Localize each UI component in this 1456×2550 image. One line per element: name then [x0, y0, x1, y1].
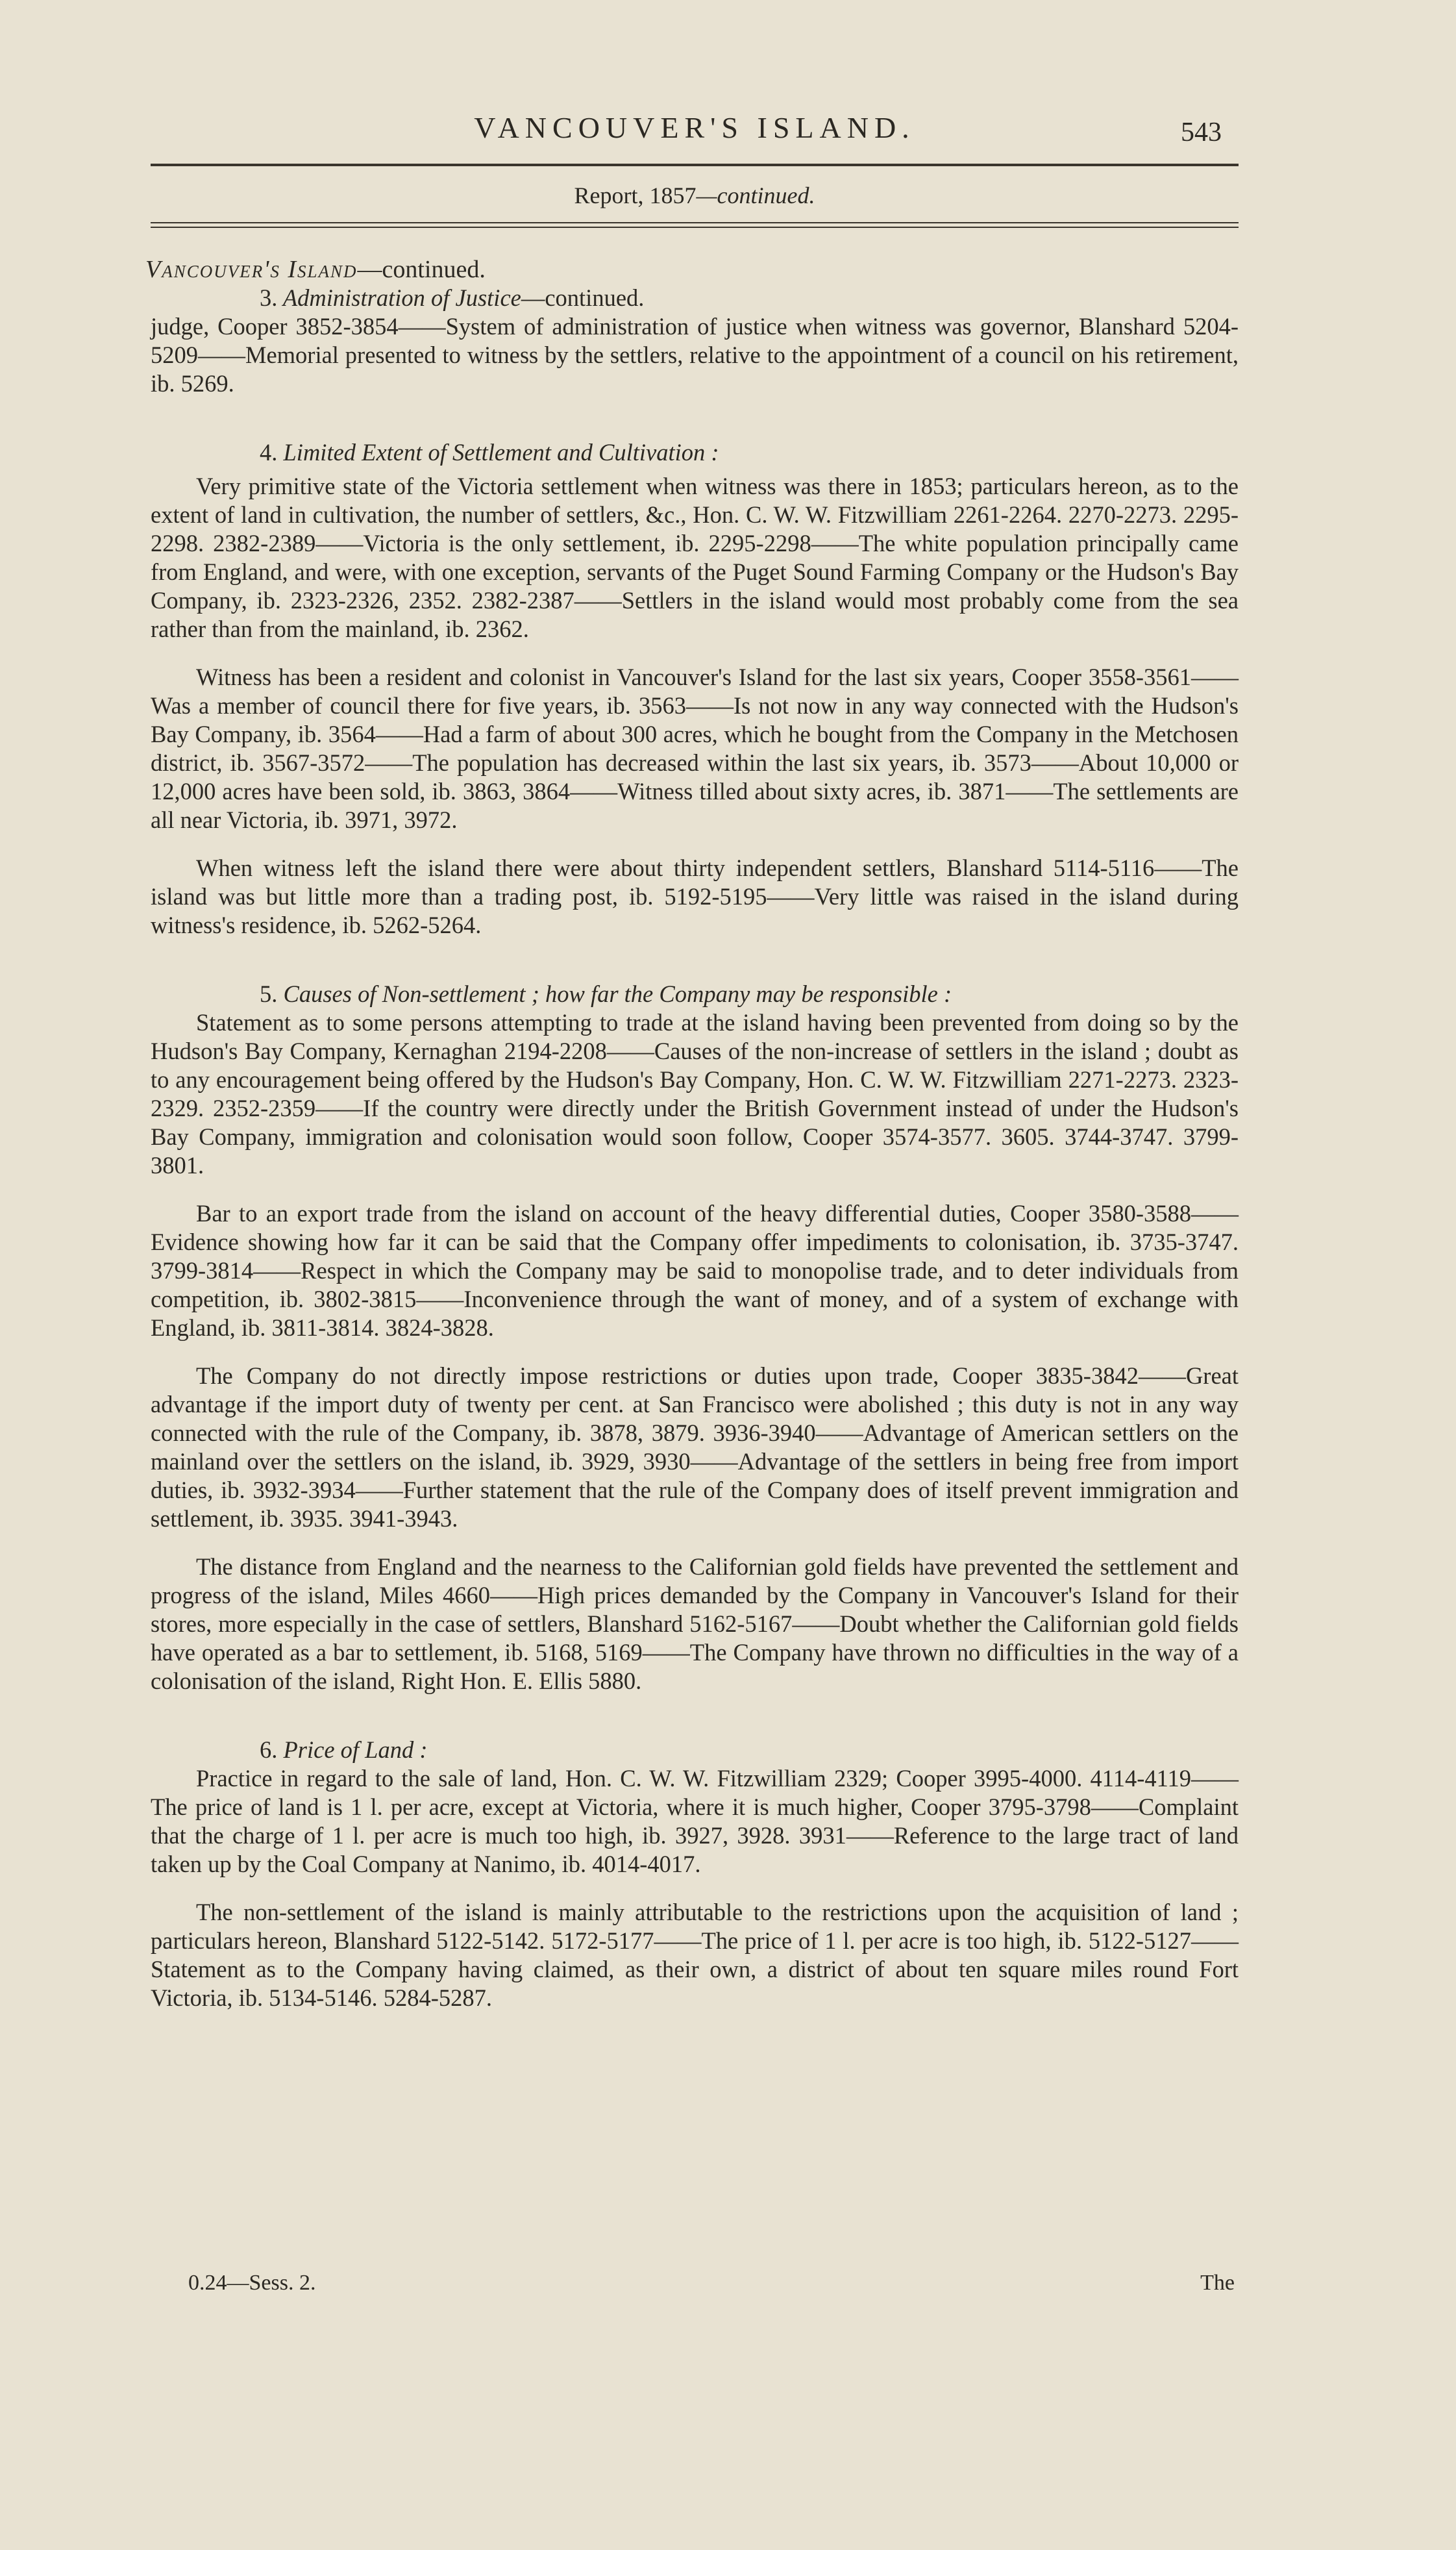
entry-paragraph: When witness left the island there were about thirty independent settlers, Blanshard 5114-5116——The island was but little more than a trading post, ib. 5192-5195——Very little was raised in the island during witness's residence, ib. 5262-5264. — [151, 855, 1239, 938]
index-body — [145, 250, 1239, 2012]
section-number: 3. — [260, 284, 278, 311]
section-heading-6 — [260, 1736, 1239, 1764]
entry-paragraph: The distance from England and the nearness to the Californian gold fields have prevented the settlement and progress of the island, Miles 4660——High prices demanded by the Company in Vancouver's Island for their stores, more especially in the case of settlers, Blanshard 5162-5167——Doubt whether the Californian gold fields have operated as a bar to settlement, ib. 5168, 5169——The Company have thrown no difficulties in the way of a colonisation of the island, Right Hon. E. Ellis 5880. — [151, 1553, 1239, 1694]
section-number: 4. — [260, 439, 278, 466]
page-footer — [188, 2271, 1235, 2303]
entry-paragraph: Statement as to some persons attempting to trade at the island having been prevented from doing so by the Hudson's Bay Company, Kernaghan 2194-2208——Causes of the non-increase of settlers in the island ; doubt as to any encouragement being offered by the Hudson's Bay Company, Hon. C. W. W. Fitzwilliam 2271-2273. 2323-2329. 2352-2359——If the country were directly under the British Government instead of under the Hudson's Bay Company, immigration and colonisation would soon follow, Cooper 3574-3577. 3605. 3744-3747. 3799-3801. — [151, 1009, 1239, 1179]
section-number: 5. — [260, 981, 278, 1007]
topic-continued: —continued. — [357, 256, 486, 283]
report-subheader — [151, 182, 1239, 221]
section-continued: —continued. — [521, 284, 645, 311]
section-title: Limited Extent of Settlement and Cultivation : — [283, 439, 719, 466]
topic-heading — [145, 255, 1239, 284]
entry-paragraph: The non-settlement of the island is mainly attributable to the restrictions upon the acquisition of land ; particulars hereon, Blanshard 5122-5142. 5172-5177——The price of 1 l. per acre is too high, ib. 5122-5127——Statement as to the Company having claimed, as their own, a district of about ten square miles round Fort Victoria, ib. 5134-5146. 5284-5287. — [151, 1899, 1239, 2011]
report-title: Report, 1857 — [574, 182, 697, 208]
section-title: Price of Land : — [283, 1736, 428, 1763]
topic-name: Vancouver's Island — [145, 256, 358, 283]
footer-sessional-mark: 0.24—Sess. 2. — [188, 2271, 316, 2295]
double-rule-divider — [151, 222, 1239, 228]
section-heading-4 — [260, 438, 1239, 467]
page-number: 543 — [1181, 118, 1222, 147]
running-title: VANCOUVER'S ISLAND. — [474, 111, 915, 144]
entry-paragraph: The Company do not directly impose restrictions or duties upon trade, Cooper 3835-3842——Great advantage if the import duty of twenty per cent. at San Francisco were abolished ; this duty is not in any way connected with the rule of the Company, ib. 3878, 3879. 3936-3940——Advantage of American settlers on the mainland over the settlers on the island, ib. 3929, 3930——Advantage of the settlers in being free from import duties, ib. 3932-3934——Further statement that the rule of the Company does of itself prevent immigration and settlement, ib. 3935. 3941-3943. — [151, 1362, 1239, 1532]
entry-paragraph: Bar to an export trade from the island on account of the heavy differential duties, Cooper 3580-3588——Evidence showing how far it can be said that the Company offer impediments to colonisation, ib. 3735-3747. 3799-3814——Respect in which the Company may be said to monopolise trade, and to deter individuals from competition, ib. 3802-3815——Inconvenience through the want of money, and of a system of exchange with England, ib. 3811-3814. 3824-3828. — [151, 1200, 1239, 1341]
section-number: 6. — [260, 1736, 278, 1763]
entry-paragraph: Very primitive state of the Victoria settlement when witness was there in 1853; particulars hereon, as to the extent of land in cultivation, the number of settlers, &c., Hon. C. W. W. Fitzwilliam 2261-2264. 2270-2273. 2295-2298. 2382-2389——Victoria is the only settlement, ib. 2295-2298——The white population principally came from England, and were, with one exception, servants of the Puget Sound Farming Company or the Hudson's Bay Company, ib. 2323-2326, 2352. 2382-2387——Settlers in the island would most probably come from the sea rather than from the mainland, ib. 2362. — [151, 473, 1239, 642]
section-title: Causes of Non-settlement ; how far the Company may be responsible : — [283, 981, 952, 1007]
report-continued: —continued. — [696, 182, 815, 208]
entry-paragraph: Practice in regard to the sale of land, Hon. C. W. W. Fitzwilliam 2329; Cooper 3995-4000. 4114-4119——The price of land is 1 l. per acre, except at Victoria, where it is much higher, Cooper 3795-3798——Complaint that the charge of 1 l. per acre is much too high, ib. 3927, 3928. 3931——Reference to the large tract of land taken up by the Coal Company at Nanimo, ib. 4014-4017. — [151, 1765, 1239, 1877]
page-header — [151, 110, 1239, 166]
footer-catchword: The — [1200, 2271, 1235, 2295]
section-heading-3 — [260, 284, 1239, 312]
entry-paragraph: Witness has been a resident and colonist in Vancouver's Island for the last six years, Cooper 3558-3561——Was a member of council there for five years, ib. 3563——Is not now in any way connected with the Hudson's Bay Company, ib. 3564——Had a farm of about 300 acres, which he bought from the Company in the Metchosen district, ib. 3567-3572——The population has decreased within the last six years, ib. 3573——About 10,000 or 12,000 acres have been sold, ib. 3863, 3864——Witness tilled about sixty acres, ib. 3871——The settlements are all near Victoria, ib. 3971, 3972. — [151, 664, 1239, 833]
section-heading-5 — [260, 980, 1239, 1008]
section-title: Administration of Justice — [282, 284, 521, 311]
entry-paragraph: judge, Cooper 3852-3854——System of administration of justice when witness was governor, Blanshard 5204-5209——Memorial presented to witness by the settlers, relative to the appointment of a council on his retirement, ib. 5269. — [151, 313, 1239, 397]
